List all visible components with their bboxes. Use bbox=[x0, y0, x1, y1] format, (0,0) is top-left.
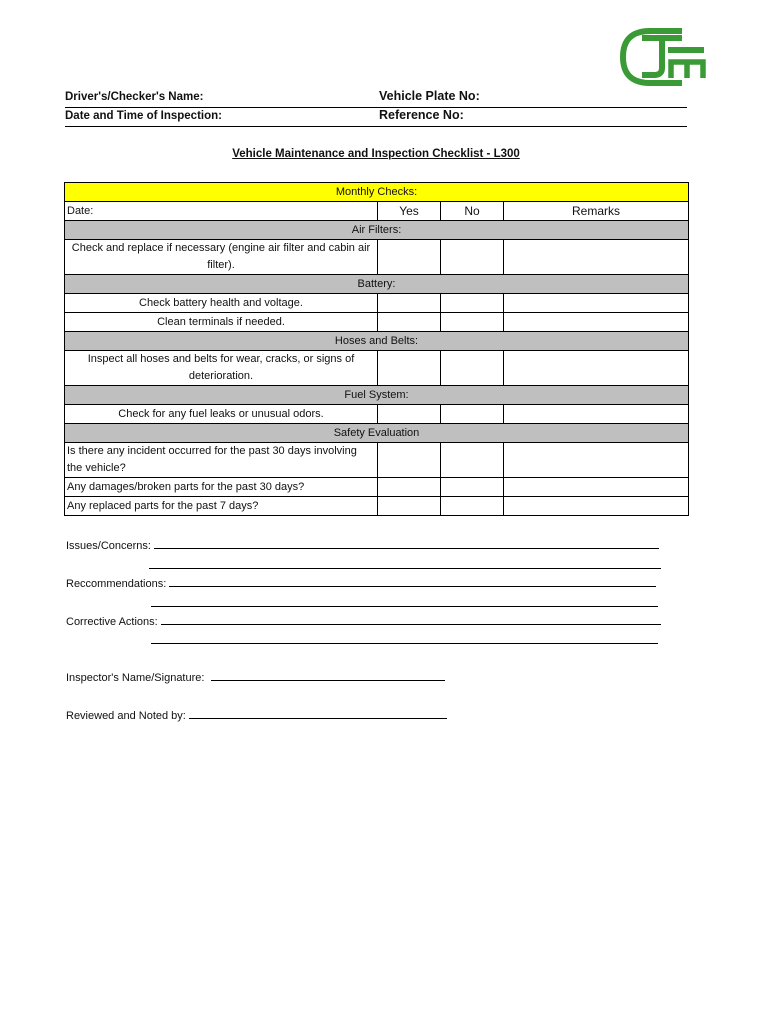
table-row bbox=[65, 443, 689, 478]
company-logo bbox=[620, 28, 706, 86]
no-header: No bbox=[441, 202, 504, 221]
yes-cell[interactable] bbox=[378, 497, 441, 516]
table-row bbox=[65, 240, 689, 275]
issues-field bbox=[66, 538, 659, 552]
remarks-cell[interactable] bbox=[504, 443, 689, 478]
no-cell[interactable] bbox=[441, 313, 504, 332]
reviewed-field bbox=[66, 708, 447, 722]
no-cell[interactable] bbox=[441, 405, 504, 424]
table-row bbox=[65, 313, 689, 332]
table-row bbox=[65, 478, 689, 497]
no-cell[interactable] bbox=[441, 351, 504, 386]
no-cell[interactable] bbox=[441, 443, 504, 478]
checklist-item: Is there any incident occurred for the past 30 days involving the vehicle? bbox=[65, 443, 378, 478]
table-row bbox=[65, 497, 689, 516]
driver-name-label: Driver's/Checker's Name: bbox=[65, 91, 204, 103]
checklist-item: Any damages/broken parts for the past 30 days? bbox=[65, 478, 378, 497]
section-header-air-filters: Air Filters: bbox=[65, 221, 689, 240]
monthly-label: Monthly Checks: bbox=[65, 183, 689, 202]
yes-cell[interactable] bbox=[378, 313, 441, 332]
section-header-hoses-belts: Hoses and Belts: bbox=[65, 332, 689, 351]
remarks-cell[interactable] bbox=[504, 240, 689, 275]
date-cell[interactable]: Date: bbox=[65, 202, 378, 221]
yes-cell[interactable] bbox=[378, 240, 441, 275]
no-cell[interactable] bbox=[441, 478, 504, 497]
table-row bbox=[65, 405, 689, 424]
no-cell[interactable] bbox=[441, 294, 504, 313]
corrective-field bbox=[66, 614, 661, 628]
yes-cell[interactable] bbox=[378, 478, 441, 497]
issues-line-2[interactable] bbox=[149, 568, 661, 569]
issues-label: Issues/Concerns: bbox=[66, 540, 151, 552]
checklist-item: Clean terminals if needed. bbox=[65, 313, 378, 332]
header-row-date bbox=[65, 108, 687, 127]
monthly-row bbox=[65, 183, 689, 202]
checklist-item: Check battery health and voltage. bbox=[65, 294, 378, 313]
date-time-label: Date and Time of Inspection: bbox=[65, 110, 222, 122]
remarks-header: Remarks bbox=[504, 202, 689, 221]
corrective-line[interactable] bbox=[161, 614, 661, 625]
inspector-field bbox=[66, 670, 445, 684]
recommendations-line[interactable] bbox=[169, 576, 656, 587]
recommendations-field bbox=[66, 576, 656, 590]
table-header-row bbox=[65, 202, 689, 221]
remarks-cell[interactable] bbox=[504, 478, 689, 497]
checklist-item: Any replaced parts for the past 7 days? bbox=[65, 497, 378, 516]
remarks-cell[interactable] bbox=[504, 313, 689, 332]
header-row-driver bbox=[65, 89, 687, 108]
yes-header: Yes bbox=[378, 202, 441, 221]
reference-label: Reference No: bbox=[379, 108, 464, 122]
corrective-line-2[interactable] bbox=[151, 643, 658, 644]
issues-line[interactable] bbox=[154, 538, 659, 549]
inspector-label: Inspector's Name/Signature: bbox=[66, 672, 205, 684]
recommendations-label: Reccommendations: bbox=[66, 578, 167, 590]
no-cell[interactable] bbox=[441, 240, 504, 275]
yes-cell[interactable] bbox=[378, 351, 441, 386]
reviewed-signature-line[interactable] bbox=[189, 708, 447, 719]
checklist-item: Check for any fuel leaks or unusual odors. bbox=[65, 405, 378, 424]
page-title: Vehicle Maintenance and Inspection Checklist - L300 bbox=[232, 148, 520, 160]
checklist-item: Inspect all hoses and belts for wear, cracks, or signs of deterioration. bbox=[65, 351, 378, 386]
table-row bbox=[65, 351, 689, 386]
remarks-cell[interactable] bbox=[504, 351, 689, 386]
section-header-safety: Safety Evaluation bbox=[65, 424, 689, 443]
section-header-fuel-system: Fuel System: bbox=[65, 386, 689, 405]
yes-cell[interactable] bbox=[378, 443, 441, 478]
checklist-table bbox=[64, 182, 689, 516]
checklist-item: Check and replace if necessary (engine air filter and cabin air filter). bbox=[65, 240, 378, 275]
vehicle-plate-label: Vehicle Plate No: bbox=[379, 89, 480, 103]
table-row bbox=[65, 294, 689, 313]
yes-cell[interactable] bbox=[378, 405, 441, 424]
section-header-battery: Battery: bbox=[65, 275, 689, 294]
remarks-cell[interactable] bbox=[504, 294, 689, 313]
corrective-label: Corrective Actions: bbox=[66, 616, 158, 628]
no-cell[interactable] bbox=[441, 497, 504, 516]
recommendations-line-2[interactable] bbox=[151, 606, 658, 607]
remarks-cell[interactable] bbox=[504, 405, 689, 424]
yes-cell[interactable] bbox=[378, 294, 441, 313]
reviewed-label: Reviewed and Noted by: bbox=[66, 710, 186, 722]
inspector-signature-line[interactable] bbox=[211, 670, 445, 681]
remarks-cell[interactable] bbox=[504, 497, 689, 516]
